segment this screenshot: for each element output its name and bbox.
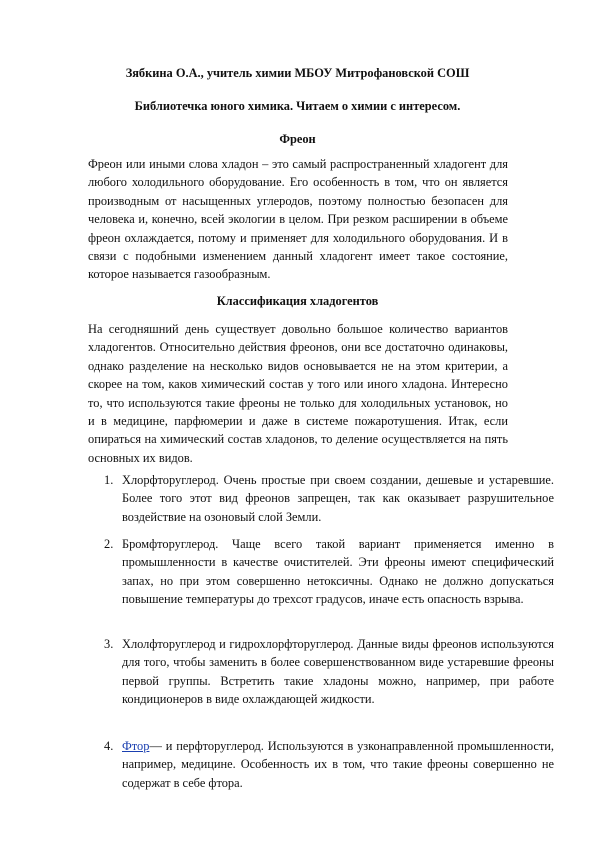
list-item-number: 3. (104, 637, 114, 651)
list-item-text-rest: — и перфторуглерод. Используются в узконаправленной промышленности, например, медицине. Особенность их в том, что такие фреоны совершенно не содержат в себе фтора. (122, 739, 554, 790)
intro-paragraph: Фреон или иными слова хладон – это самый распространенный хладогент для любого холодильного оборудование. Его особенность в том, что он является производным от насыщенных углеродов, поэтому полностью безопасен для человека и, конечно, всей экологии в целом. При резком расширении в объеме фреон охлаждается, потому и применяет для холодильного оборудования. И в связи с подобными изменением данный хладогент имеет такое состояние, которое называется газообразным. (88, 157, 508, 282)
section-paragraph: На сегодняшний день существует довольно большое количество вариантов хладогентов. Относительно действия фреонов, они все достаточно одинаковы, однако разделение на несколько видов основывается не на этом критерии, а скорее на том, каков химический состав у того или иного хладона. Интересно то, что используются такие фреоны не только для холодильных установок, но и в медицине, парфюмерии и даже в системе пожаротушения. Итак, если опираться на химический состав хладонов, то деление осуществляется на пять основных их видов. (88, 322, 508, 465)
list-item-number: 2. (104, 537, 114, 551)
list-item-text: Хлолфторуглерод и гидрохлорфторуглерод. Данные виды фреонов используются для того, чтобы заменить в более совершенствованном виде устаревшие фреоны первой группы. Встретить такие хладоны можно, например, при работе кондиционеров в виде охлаждающей жидкости. (122, 637, 554, 707)
series-line: Библиотечка юного химика. Читаем о химии с интересом. (134, 99, 461, 113)
author-line: Зябкина О.А., учитель химии МБОУ Митрофановской СОШ (125, 66, 470, 80)
list-item-text: Хлорфторуглерод. Очень простые при своем создании, дешевые и устаревшие. Более того этот вид фреонов запрещен, так как оказывает разрушительное воздействие на озоновый слой Земли. (122, 473, 554, 524)
list-item-number: 1. (104, 473, 114, 487)
list-item-text: Бромфторуглерод. Чаще всего такой вариант применяется именно в промышленности в качестве очистителей. Эти фреоны имеют специфический запах, но при этом совершенно нетоксичны. Однако не должно допускаться повышение температуры до трехсот градусов, иначе есть опасность взрыва. (122, 537, 554, 607)
fluorine-link[interactable]: Фтор (122, 739, 150, 753)
list-item-text (122, 737, 554, 792)
page-title: Фреон (279, 132, 316, 146)
list-item-number: 4. (104, 739, 114, 753)
section-title: Классификация хладогентов (216, 294, 379, 308)
